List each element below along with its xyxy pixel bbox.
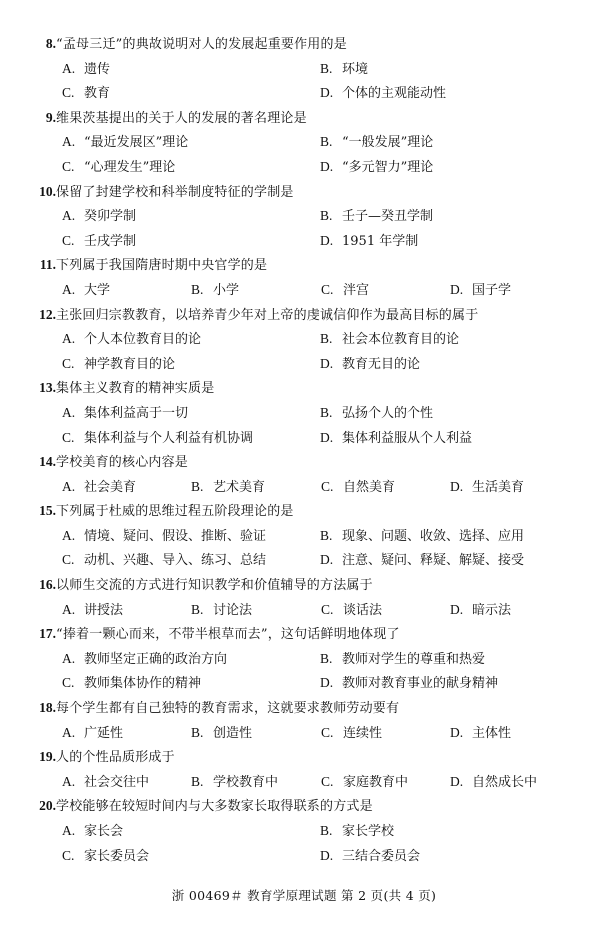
option-text: “多元智力”理论 [342,159,434,175]
question-text: “捧着一颗心而来，不带半根草而去”，这句话鲜明地体现了 [56,627,400,643]
answer-option [62,204,312,230]
option-row [0,401,608,426]
question-item [0,376,608,450]
question-stem [0,106,608,131]
answer-option [320,426,580,452]
option-text: 讨论法 [213,602,253,618]
option-row [0,647,608,672]
option-text: 注意、疑问、释疑、解疑、接受 [342,553,525,569]
question-item [0,303,608,377]
option-text: 个体的主观能动性 [342,86,447,102]
answer-option [450,721,570,747]
option-letter: B. [191,281,204,297]
option-letter: A. [62,527,76,543]
answer-option [450,770,570,796]
question-stem [0,794,608,819]
answer-option [320,548,580,574]
option-text: 三结合委员会 [342,848,421,864]
question-text: 学校能够在较短时间内与大多数家长取得联系的方式是 [56,799,373,815]
question-stem [0,573,608,598]
option-letter: D. [450,724,464,740]
option-text: 遗传 [84,61,111,77]
answer-option [62,819,312,845]
option-text: 社会交往中 [84,774,150,790]
option-letter: D. [320,847,334,863]
option-text: 神学教育目的论 [84,356,176,372]
question-text: 维果茨基提出的关于人的发展的著名理论是 [56,110,307,126]
answer-option [321,475,446,501]
option-letter: C. [321,724,334,740]
option-text: 泮宫 [343,282,370,298]
answer-option [62,327,312,353]
option-row [0,770,608,795]
answer-option [62,352,312,378]
option-letter: C. [321,773,334,789]
option-letter: B. [191,478,204,494]
answer-option [191,770,316,796]
question-stem [0,745,608,770]
option-letter: B. [320,331,333,347]
option-text: 家长委员会 [84,848,150,864]
option-letter: C. [62,232,75,248]
option-row [0,278,608,303]
answer-option [62,844,312,870]
answer-option [191,721,316,747]
question-text: 下列属于杜威的思维过程五阶段理论的是 [56,504,294,520]
question-stem [0,253,608,278]
option-letter: D. [450,773,464,789]
answer-option [62,155,312,181]
question-number: 9. [45,109,56,125]
answer-option [320,524,580,550]
option-row [0,130,608,155]
question-item [0,106,608,180]
answer-option [62,426,312,452]
option-text: 癸卯学制 [84,209,137,225]
option-text: 集体利益高于一切 [84,405,189,421]
option-letter: B. [320,404,333,420]
option-letter: B. [191,773,204,789]
question-number: 17. [39,626,56,642]
answer-option [320,229,580,255]
answer-option [320,155,580,181]
answer-option [62,229,312,255]
answer-option [62,524,312,550]
option-row [0,229,608,254]
answer-option [62,548,312,574]
option-text: 家长学校 [342,824,395,839]
option-row [0,81,608,106]
question-text: 下列属于我国隋唐时期中央官学的是 [56,258,268,274]
option-text: 家庭教育中 [343,774,409,790]
option-letter: D. [320,355,334,371]
option-text: 教育无目的论 [342,356,421,372]
option-letter: C. [321,601,334,617]
option-row [0,548,608,573]
answer-option [62,598,187,624]
option-letter: C. [62,675,75,691]
answer-option [320,57,580,83]
answer-option [321,721,446,747]
answer-option [62,278,187,304]
option-letter: A. [62,281,76,297]
question-item [0,696,608,745]
answer-option [320,671,580,697]
question-list [0,32,608,868]
option-letter: D. [450,478,464,494]
option-text: 弘扬个人的个性 [342,405,434,421]
question-item [0,622,608,696]
question-number: 11. [39,257,56,273]
answer-option [321,598,446,624]
page-footer: 浙 00469＃ 教育学原理试题 第 2 页(共 4 页) [171,888,437,903]
option-letter: C. [62,429,75,445]
option-letter: D. [320,429,334,445]
question-number: 10. [39,183,56,199]
question-text: 保留了封建学校和科举制度特征的学制是 [56,184,294,200]
option-text: 环境 [342,61,369,77]
option-letter: A. [62,404,76,420]
option-text: 讲授法 [84,602,124,618]
option-row [0,426,608,451]
option-letter: A. [62,601,76,617]
answer-option [320,844,580,870]
answer-option [62,475,187,501]
answer-option [320,327,580,353]
question-item [0,794,608,868]
option-row [0,57,608,82]
question-number: 18. [39,700,56,716]
option-letter: B. [320,650,333,666]
option-text: 连续性 [343,725,383,741]
question-item [0,180,608,254]
question-number: 13. [39,380,56,396]
answer-option [320,647,580,673]
option-letter: A. [62,134,76,150]
option-row [0,352,608,377]
question-stem [0,622,608,647]
option-text: 教师坚定正确的政治方向 [84,651,228,667]
answer-option [62,57,312,83]
answer-option [62,130,312,156]
option-text: 学校教育中 [213,774,279,790]
option-letter: B. [320,134,333,150]
option-text: 主体性 [472,725,512,741]
answer-option [191,598,316,624]
option-letter: C. [62,158,75,174]
option-row [0,844,608,869]
option-text: 生活美育 [472,479,525,495]
option-letter: D. [320,158,334,174]
option-row [0,598,608,623]
option-row [0,204,608,229]
answer-option [320,204,580,230]
option-text: 暗示法 [472,602,512,618]
option-letter: A. [62,208,76,224]
option-row [0,671,608,696]
option-text: “一般发展”理论 [342,135,434,151]
question-number: 19. [39,749,56,765]
option-letter: D. [450,601,464,617]
question-text: 学校美育的核心内容是 [56,455,189,471]
question-text: “孟母三迁”的典故说明对人的发展起重要作用的是 [56,37,347,52]
answer-option [191,475,316,501]
option-letter: B. [320,823,333,838]
option-text: 教师对学生的尊重和热爱 [342,651,486,667]
answer-option [320,81,580,107]
option-text: 小学 [213,282,240,298]
option-letter: D. [450,281,464,297]
option-text: “心理发生”理论 [84,159,176,175]
answer-option [62,401,312,427]
answer-option [191,278,316,304]
question-text: 主张回归宗教教育，以培养青少年对上帝的虔诚信仰作为最高目标的属于 [56,307,479,323]
answer-option [321,770,446,796]
option-letter: A. [62,331,76,347]
question-number: 14. [39,454,56,470]
option-text: 社会本位教育目的论 [342,332,460,348]
option-letter: A. [62,823,76,838]
answer-option [450,278,570,304]
question-stem [0,303,608,328]
option-text: 社会美育 [84,479,137,495]
question-number: 15. [39,503,56,519]
option-letter: B. [191,601,204,617]
option-text: 动机、兴趣、导入、练习、总结 [84,553,267,569]
question-number: 20. [39,798,56,814]
question-stem [0,499,608,524]
answer-option [320,130,580,156]
option-text: 自然成长中 [472,774,538,790]
option-text: 国子学 [472,282,512,298]
question-number: 8. [45,36,56,51]
option-text: “最近发展区”理论 [84,135,189,151]
question-text: 集体主义教育的精神实质是 [56,381,215,397]
option-text: 壬戌学制 [84,233,137,249]
question-item [0,499,608,573]
option-letter: B. [320,60,333,76]
answer-option [62,721,187,747]
answer-option [62,671,312,697]
option-letter: B. [320,527,333,543]
question-item [0,573,608,622]
option-text: 集体利益服从个人利益 [342,430,473,446]
option-letter: B. [191,724,204,740]
option-letter: C. [62,85,75,101]
option-text: 集体利益与个人利益有机协调 [84,430,254,446]
option-text: 教师集体协作的精神 [84,676,202,692]
option-text: 个人本位教育目的论 [84,332,202,348]
option-text: 现象、问题、收敛、选择、应用 [342,528,525,544]
option-letter: C. [321,281,334,297]
question-stem [0,376,608,401]
option-text: 家长会 [84,824,124,839]
answer-option [62,81,312,107]
answer-option [62,647,312,673]
answer-option [62,770,187,796]
option-text: 教育 [84,86,111,102]
question-item [0,450,608,499]
option-text: 自然美育 [343,479,396,495]
question-number: 16. [39,577,56,593]
question-number: 12. [39,306,56,322]
answer-option [320,352,580,378]
option-text: 情境、疑问、假设、推断、验证 [84,528,267,544]
question-item [0,253,608,302]
option-row [0,721,608,746]
option-letter: A. [62,724,76,740]
option-row [0,819,608,844]
option-text: 创造性 [213,725,253,741]
option-row [0,524,608,549]
question-text: 以师生交流的方式进行知识教学和价值辅导的方法属于 [56,578,373,594]
option-letter: C. [62,847,75,863]
question-item [0,745,608,794]
option-row [0,475,608,500]
option-letter: A. [62,60,76,76]
option-letter: D. [320,232,334,248]
question-text: 人的个性品质形成于 [56,750,175,766]
option-text: 广延性 [84,725,124,741]
option-text: 艺术美育 [213,479,266,495]
question-item [0,32,608,106]
question-text: 每个学生都有自己独特的教育需求，这就要求教师劳动要有 [56,701,400,717]
answer-option [450,598,570,624]
option-text: 谈话法 [343,602,383,618]
option-letter: C. [62,552,75,568]
option-letter: C. [321,478,334,494]
answer-option [320,819,580,845]
question-stem [0,450,608,475]
option-text: 教师对教育事业的献身精神 [342,676,499,692]
option-letter: D. [320,85,334,101]
option-letter: A. [62,773,76,789]
question-stem [0,180,608,205]
option-letter: A. [62,650,76,666]
answer-option [450,475,570,501]
answer-option [320,401,580,427]
option-text: 1951 年学制 [342,233,419,249]
option-letter: B. [320,208,333,224]
option-text: 大学 [84,282,111,298]
answer-option [321,278,446,304]
option-row [0,327,608,352]
question-stem [0,696,608,721]
option-letter: D. [320,552,334,568]
option-letter: A. [62,478,76,494]
option-letter: D. [320,675,334,691]
option-text: 壬子—癸丑学制 [342,209,434,225]
question-stem [0,32,608,57]
option-row [0,155,608,180]
option-letter: C. [62,355,75,371]
